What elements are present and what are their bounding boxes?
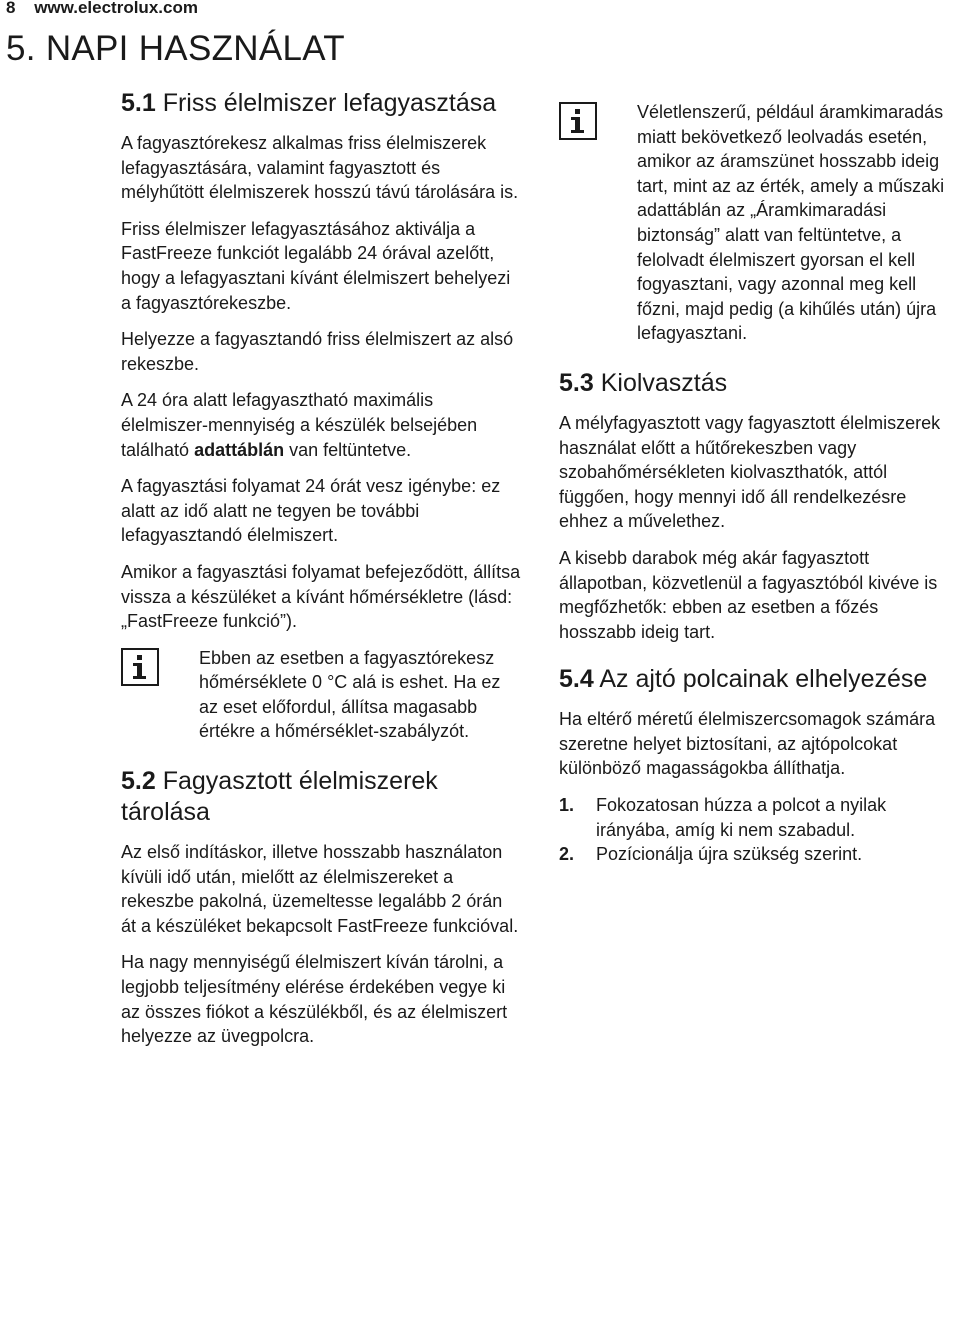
paragraph: Helyezze a fagyasztandó friss élelmiszert az alsó rekeszbe. <box>121 329 514 374</box>
note-text: Ebben az esetben a fagyasztórekesz hőmérséklete 0 °C alá is eshet. Ha ez az eset előfordul, állítsa magasabb értékre a hőmérséklet-szabályzót. <box>199 647 501 742</box>
list-item <box>559 793 959 842</box>
left-column <box>121 88 521 1061</box>
section-title-text: Friss élelmiszer lefagyasztása <box>155 89 497 117</box>
page-header <box>6 0 198 18</box>
text-run: van feltüntetve. <box>284 439 412 460</box>
step-text: Pozícionálja újra szükség szerint. <box>596 844 863 865</box>
section-title-text: Kiolvasztás <box>593 368 728 397</box>
right-column <box>559 100 959 867</box>
paragraph: A kisebb darabok még akár fagyasztott állapotban, közvetlenül a fagyasztóból kivéve is megfőzhetők: ebben az esetben a főzés hosszabb ideig tart. <box>559 547 938 642</box>
section-5-1-title <box>121 88 521 119</box>
text-run: A 24 óra alatt lefagyasztható maximális élelmiszer-mennyiség a készülék belsejében található <box>121 390 478 460</box>
section-number: 5.1 <box>121 89 156 117</box>
steps-list <box>559 793 959 867</box>
step-text: Fokozatosan húzza a polcot a nyilak irányába, amíg ki nem szabadul. <box>596 795 887 840</box>
section-5-4-title <box>559 664 959 695</box>
info-note <box>121 646 521 744</box>
site-url: www.electrolux.com <box>34 0 198 17</box>
info-note <box>559 100 959 346</box>
paragraph: Ha nagy mennyiségű élelmiszert kíván tárolni, a legjobb teljesítmény elérése érdekében vegye ki az összes fiókot a készülékből, és az élelmiszert helyezze az üvegpolcra. <box>121 952 508 1047</box>
info-icon <box>559 102 597 140</box>
section-title-text: Az ajtó polcainak elhelyezése <box>593 665 928 694</box>
step-number: 2. <box>559 844 575 865</box>
paragraph: A fagyasztórekesz alkalmas friss élelmiszerek lefagyasztására, valamint fagyasztott és mélyhűtött élelmiszerek hosszú távú tárolására is. <box>121 133 519 203</box>
section-title-text: Fagyasztott élelmiszerek tárolása <box>121 767 438 827</box>
page-number: 8 <box>6 0 16 17</box>
step-number: 1. <box>559 795 575 816</box>
section-number: 5.2 <box>121 767 156 796</box>
chapter-title: 5. NAPI HASZNÁLAT <box>6 29 345 68</box>
section-5-2-title <box>121 766 521 828</box>
section-5-3-title <box>559 368 959 399</box>
paragraph: A fagyasztási folyamat 24 órát vesz igénybe: ez alatt az idő alatt ne tegyen be további lefagyasztandó élelmiszert. <box>121 476 501 546</box>
info-icon <box>121 648 159 686</box>
paragraph: A mélyfagyasztott vagy fagyasztott élelmiszerek használat előtt a hűtőrekeszben vagy szobahőmérsékleten kiolvaszthatók, attól függően, hogy mennyi idő áll rendelkezésre ehhez a művelethez. <box>559 412 941 532</box>
paragraph: Amikor a fagyasztási folyamat befejeződött, állítsa vissza a készüléket a kívánt hőmérsékletre (lásd: „FastFreeze funkció”). <box>121 561 521 632</box>
paragraph <box>121 388 521 462</box>
paragraph: Ha eltérő méretű élelmiszercsomagok számára szeretne helyet biztosítani, az ajtópolcokat különböző magasságokba állíthatja. <box>559 709 936 779</box>
bold-term: adattáblán <box>194 439 285 460</box>
list-item <box>559 842 959 867</box>
paragraph: Az első indításkor, illetve hosszabb használaton kívüli idő után, mielőtt az élelmiszereket a rekeszbe pakolná, üzemeltesse legalább 2 órán át a készüléket bekapcsolt FastFreeze funkcióval. <box>121 842 519 936</box>
note-text: Véletlenszerű, például áramkimaradás miatt bekövetkező leolvadás esetén, amikor az áramszünet hosszabb ideig tart, mint az az érték, amely a műszaki adattáblán az „Áramkimaradási biztonság” alatt van feltüntetve, a felolvadt élelmiszert gyorsan el kell fogyasztani, vagy azonnal meg kell főzni, majd pedig (a kihűlés után) újra lefagyasztani. <box>637 102 945 344</box>
section-number: 5.4 <box>559 665 594 694</box>
section-number: 5.3 <box>559 368 594 397</box>
paragraph: Friss élelmiszer lefagyasztásához aktiválja a FastFreeze funkciót legalább 24 órával azelőtt, hogy a lefagyasztani kívánt élelmiszert behelyezi a fagyasztórekeszbe. <box>121 218 511 313</box>
